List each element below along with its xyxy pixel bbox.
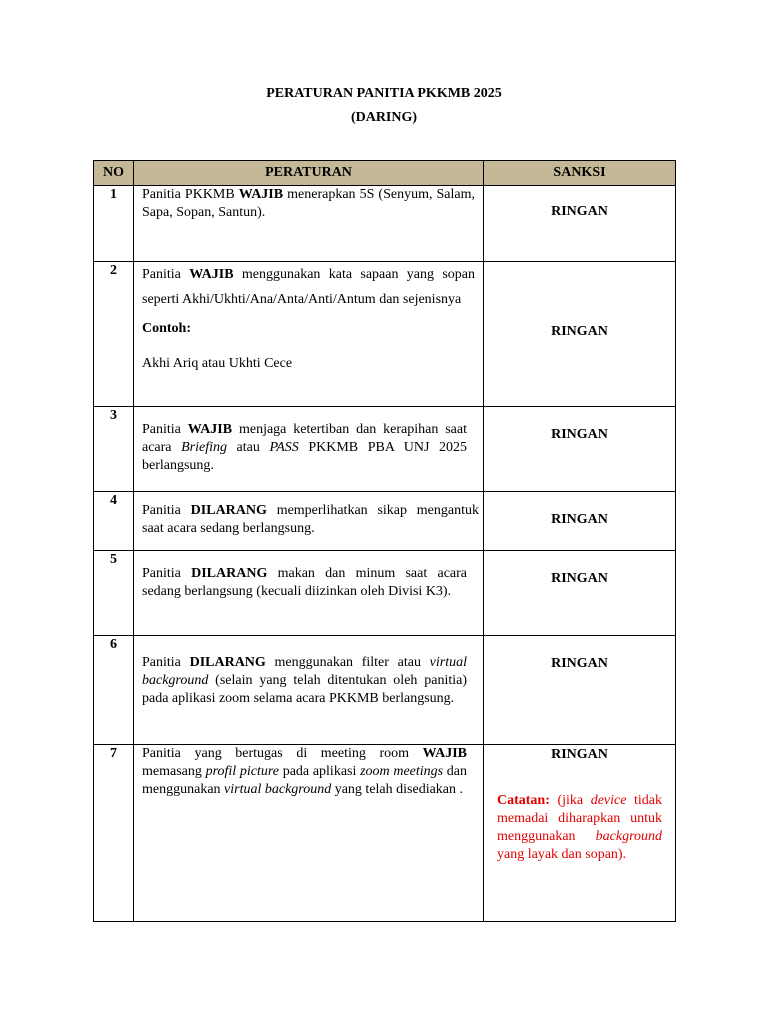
table-row: [94, 492, 676, 551]
rule-text: Panitia DILARANG makan dan minum saat acara sedang berlangsung (kecuali diizinkan oleh Divisi K3).: [134, 551, 484, 636]
row-number: 6: [94, 636, 134, 745]
sanction-cell: RINGAN: [484, 407, 676, 492]
table-row: [94, 407, 676, 492]
rule-text: Panitia WAJIB menggunakan kata sapaan yang sopan seperti Akhi/Ukhti/Ana/Anta/Anti/Antum dan sejenisnya Contoh: Akhi Ariq atau Ukhti Cece: [134, 262, 484, 407]
rule-text: Panitia DILARANG menggunakan filter atau virtual background (selain yang telah ditentukan oleh panitia) pada aplikasi zoom selama acara PKKMB berlangsung.: [134, 636, 484, 745]
sanction-cell: RINGAN: [484, 551, 676, 636]
row-number: 3: [94, 407, 134, 492]
header-sanction: SANKSI: [484, 161, 676, 186]
document-subtitle: (DARING): [350, 110, 418, 125]
table-row: [94, 745, 676, 922]
header-rule: PERATURAN: [134, 161, 484, 186]
sanction-cell: RINGAN: [484, 636, 676, 745]
sanction-cell: RINGAN: [484, 262, 676, 407]
rule-text: Panitia WAJIB menjaga ketertiban dan kerapihan saat acara Briefing atau PASS PKKMB PBA UNJ 2025 berlangsung.: [134, 407, 484, 492]
row-number: 2: [94, 262, 134, 407]
row-number: 1: [94, 186, 134, 262]
header-no: NO: [94, 161, 134, 186]
table-row: [94, 262, 676, 407]
rules-table: [93, 160, 676, 922]
sanction-cell: RINGAN: [484, 186, 676, 262]
rule-text: Panitia yang bertugas di meeting room WAJIB memasang profil picture pada aplikasi zoom meetings dan menggunakan virtual background yang telah disediakan .: [134, 745, 484, 922]
row-number: 7: [94, 745, 134, 922]
rule-text: Panitia DILARANG memperlihatkan sikap mengantuk saat acara sedang berlangsung.: [134, 492, 484, 551]
row-number: 4: [94, 492, 134, 551]
sanction-cell: RINGAN Catatan: (jika device tidak memadai diharapkan untuk menggunakan background yang layak dan sopan).: [484, 745, 676, 922]
rule-text: Panitia PKKMB WAJIB menerapkan 5S (Senyum, Salam, Sapa, Sopan, Santun).: [134, 186, 484, 262]
document-title: PERATURAN PANITIA PKKMB 2025: [266, 86, 502, 101]
table-header-row: [94, 161, 676, 186]
row-number: 5: [94, 551, 134, 636]
sanction-cell: RINGAN: [484, 492, 676, 551]
table-row: [94, 186, 676, 262]
table-row: [94, 636, 676, 745]
note-text: Catatan: (jika device tidak memadai diharapkan untuk menggunakan background yang layak dan sopan).: [497, 793, 662, 862]
table-row: [94, 551, 676, 636]
